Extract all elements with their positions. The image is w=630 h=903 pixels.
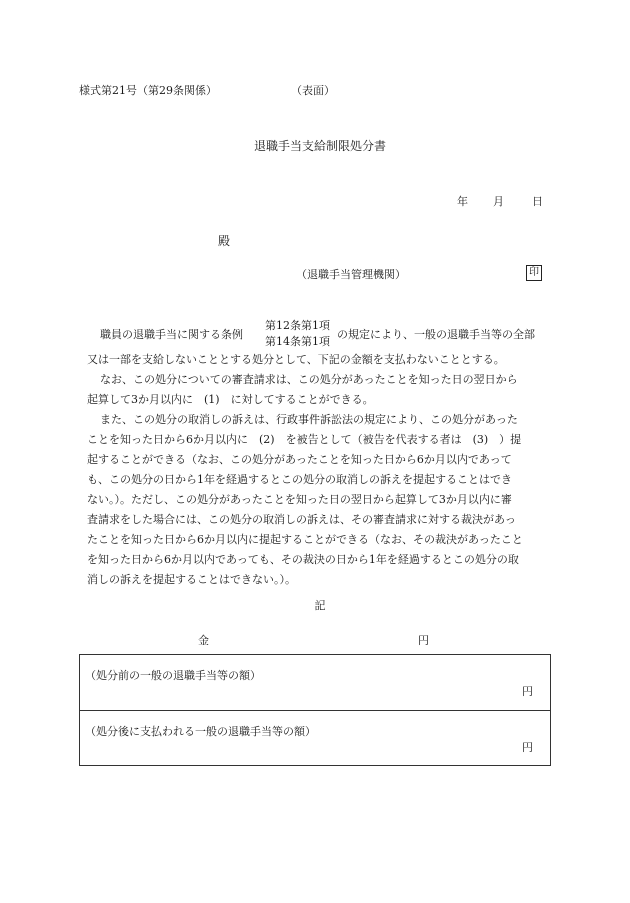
form-number: 様式第21号（第29条関係）: [79, 84, 217, 97]
date-year: 年: [457, 195, 468, 208]
row-unit-after: 円: [522, 741, 533, 754]
issuing-agency: （退職手当管理機関）: [296, 268, 406, 281]
paragraph2-line2: 起算して3か月以内に (1) に対してすることができる。: [87, 393, 374, 406]
row-label-before: （処分前の一般の退職手当等の額）: [85, 669, 261, 682]
document-title: 退職手当支給制限処分書: [253, 139, 386, 153]
date-line: [457, 193, 543, 209]
date-month: 月: [493, 195, 504, 208]
table-row: [80, 655, 550, 711]
article-choice: [265, 318, 330, 350]
row-label-after: （処分後に支払われる一般の退職手当等の額）: [85, 725, 316, 738]
amount-table: [79, 654, 551, 766]
article-option-2: 第14条第1項: [265, 335, 330, 348]
seal-mark: 印: [526, 265, 542, 281]
paragraph1-line2: 又は一部を支給しないこととする処分として、下記の金額を支払わないこととする。: [87, 353, 505, 366]
note-heading: 記: [314, 599, 326, 612]
date-day: 日: [532, 195, 543, 208]
paragraph1-lead: 職員の退職手当に関する条例: [100, 328, 243, 341]
paragraph3-line2: ことを知った日から6か月以内に (2) を被告として（被告を代表する者は (3) ）提: [87, 433, 522, 446]
paragraph3-line1: また、この処分の取消しの訴えは、行政事件訴訟法の規定により、この処分があった: [100, 413, 518, 426]
row-unit-before: 円: [522, 685, 533, 698]
table-row: [80, 711, 550, 767]
article-option-1: 第12条第1項: [265, 319, 330, 332]
amount-unit: 円: [418, 634, 429, 647]
paragraph3-line3: 起することができる（なお、この処分があったことを知った日から6か月以内であって: [87, 453, 512, 466]
amount-label: 金: [198, 634, 209, 647]
paragraph3-line5: ない。）。ただし、この処分があったことを知った日の翌日から起算して3か月以内に審: [87, 493, 512, 506]
addressee-suffix: 殿: [218, 234, 231, 248]
paragraph3-line8: を知った日から6か月以内であっても、その裁決の日から1年を経過するとこの処分の取: [87, 553, 519, 566]
paragraph1-tail: の規定により、一般の退職手当等の全部: [337, 328, 535, 341]
paragraph3-line9: 消しの訴えを提起することはできない。）。: [87, 573, 296, 586]
paragraph3-line7: たことを知った日から6か月以内に提起することができる（なお、その裁決があったこと: [87, 533, 523, 546]
side-label: （表面）: [291, 84, 335, 97]
paragraph3-line4: も、この処分の日から1年を経過するとこの処分の取消しの訴えを提起することはでき: [87, 473, 512, 486]
paragraph3-line6: 査請求をした場合には、この処分の取消しの訴えは、その審査請求に対する裁決があっ: [87, 513, 516, 526]
paragraph2-line1: なお、この処分についての審査請求は、この処分があったことを知った日の翌日から: [100, 373, 518, 386]
